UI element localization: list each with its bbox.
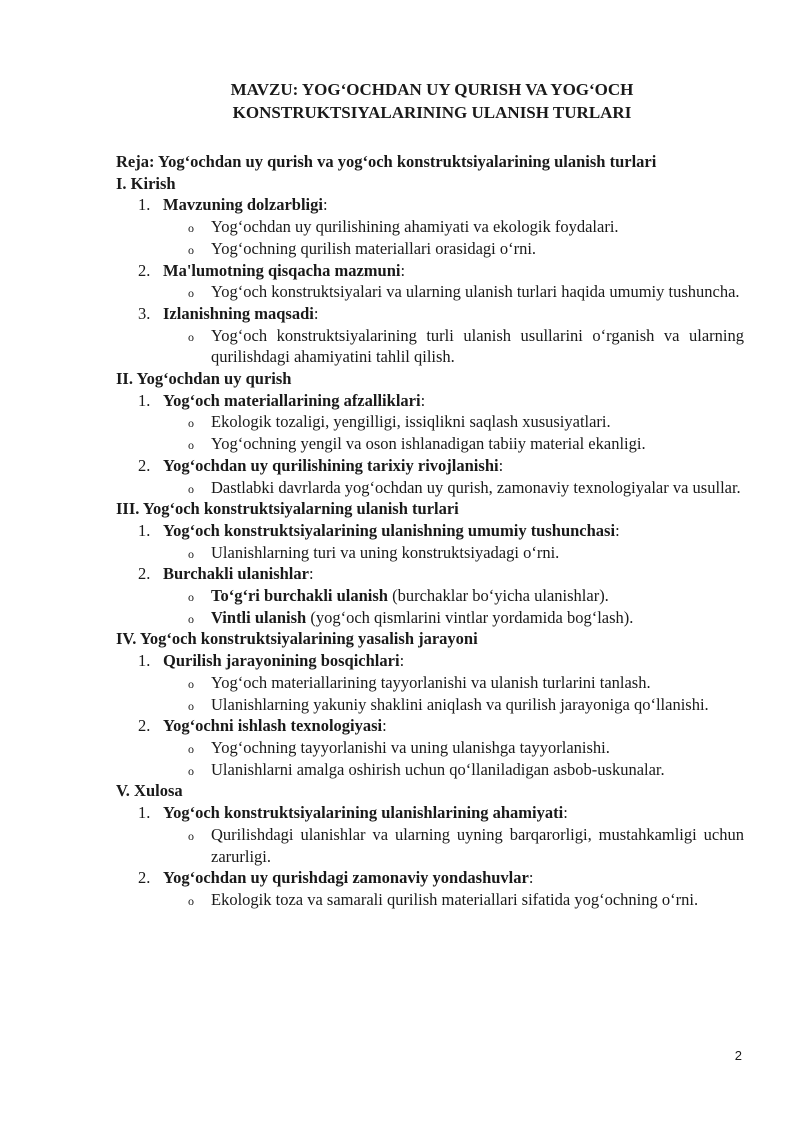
bullet-marker: o (188, 828, 194, 843)
item-number: 3. (138, 303, 151, 323)
item-number: 2. (138, 455, 151, 475)
bullet-text: Ekologik tozaligi, yengilligi, issiqlikni saqlash xususiyatlari. (211, 412, 611, 432)
section-items (116, 520, 744, 629)
item-title: Yog‘och materiallarining afzalliklari (163, 390, 421, 410)
item-title-line (116, 194, 744, 216)
bullet-text: Ulanishlarning turi va uning konstruktsiyadagi o‘rni. (211, 542, 560, 562)
bullet-text: Qurilishdagi ulanishlar va ularning uyning barqarorligi, mustahkamligi uchun zarurligi. (211, 824, 744, 866)
item-title-line (116, 715, 744, 737)
bullet-marker: o (188, 481, 194, 496)
item-number: 2. (138, 868, 151, 888)
bullet-bold-term: Vintli ulanish (211, 607, 307, 627)
item-number: 2. (138, 260, 151, 280)
outline-item (116, 563, 744, 628)
bullet-marker: o (188, 242, 194, 257)
item-number: 2. (138, 716, 151, 736)
item-title-line (116, 390, 744, 412)
bullet-marker: o (188, 590, 194, 605)
bullet-item (116, 585, 744, 607)
section-items (116, 650, 744, 780)
bullet-text: Ulanishlarning yakuniy shaklini aniqlash va qurilish jarayoniga qo‘llanishi. (211, 694, 709, 714)
bullet-list (116, 477, 744, 499)
title-line-1: MAVZU: YOG‘OCHDAN UY QURISH VA YOG‘OCH (230, 80, 634, 99)
section-heading: I. Kirish (116, 173, 176, 193)
bullet-item (116, 694, 744, 716)
bullet-marker: o (188, 221, 194, 236)
plan-text: Yog‘ochdan uy qurish va yog‘och konstruktsiyalarining ulanish turlari (154, 152, 657, 171)
bullet-item (116, 607, 744, 629)
bullet-list (116, 325, 744, 368)
outline-item (116, 194, 744, 259)
bullet-item (116, 216, 744, 238)
section-items (116, 390, 744, 499)
title-line-2: KONSTRUKTSIYALARINING ULANISH TURLARI (232, 103, 632, 122)
section-heading: IV. Yog‘och konstruktsiyalarining yasalish jarayoni (116, 629, 478, 649)
outline-item (116, 303, 744, 368)
item-colon: : (563, 803, 568, 823)
item-title: Yog‘ochni ishlash texnologiyasi (163, 716, 383, 736)
item-title: Mavzuning dolzarbligi (163, 195, 323, 215)
bullet-marker: o (188, 741, 194, 756)
item-title-line (116, 802, 744, 824)
bullet-text: (yog‘och qismlarini vintlar yordamida bog‘lash). (306, 607, 634, 627)
bullet-marker: o (188, 329, 194, 344)
item-title: Ma'lumotning qisqacha mazmuni (163, 260, 401, 280)
bullet-list (116, 585, 744, 628)
bullet-text: Dastlabki davrlarda yog‘ochdan uy qurish, zamonaviy texnologiyalar va usullar. (211, 477, 741, 497)
item-title-line (116, 303, 744, 325)
bullet-item (116, 542, 744, 564)
bullet-item (116, 824, 744, 867)
document-title (120, 78, 744, 124)
bullet-item (116, 477, 744, 499)
bullet-marker: o (188, 611, 194, 626)
section-heading: V. Xulosa (116, 781, 183, 801)
outline-item (116, 520, 744, 563)
bullet-list (116, 216, 744, 259)
section-heading: III. Yog‘och konstruktsiyalarning ulanish turlari (116, 499, 459, 519)
bullet-item (116, 759, 744, 781)
bullet-item (116, 433, 744, 455)
item-title: Yog‘ochdan uy qurilishining tarixiy rivojlanishi (163, 455, 499, 475)
item-title: Burchakli ulanishlar (163, 564, 309, 584)
item-colon: : (420, 390, 426, 410)
section-heading: II. Yog‘ochdan uy qurish (116, 369, 292, 389)
item-colon: : (615, 520, 620, 540)
outline-item (116, 390, 744, 455)
bullet-marker: o (188, 546, 194, 561)
item-title: Yog‘och konstruktsiyalarining ulanishning umumiy tushunchasi (163, 520, 616, 540)
item-colon: : (498, 455, 504, 475)
item-title-line (116, 260, 744, 282)
bullet-item (116, 325, 744, 368)
bullet-marker: o (188, 416, 194, 431)
bullet-text: Yog‘ochning tayyorlanishi va uning ulanishga tayyorlanishi. (211, 737, 610, 757)
bullet-list (116, 542, 744, 564)
section-items (116, 802, 744, 911)
bullet-text: Yog‘ochdan uy qurilishining ahamiyati va ekologik foydalari. (211, 217, 619, 237)
plan-label: Reja: (116, 152, 155, 171)
plan-content (116, 151, 744, 911)
bullet-text: Yog‘ochning yengil va oson ishlanadigan tabiiy material ekanligi. (211, 434, 646, 454)
bullet-marker: o (188, 698, 194, 713)
item-number: 2. (138, 564, 151, 584)
item-number: 1. (138, 195, 151, 215)
bullet-text: (burchaklar bo‘yicha ulanishlar). (387, 586, 609, 606)
item-title-line (116, 455, 744, 477)
outline-item (116, 455, 744, 498)
bullet-bold-term: To‘g‘ri burchakli ulanish (211, 586, 388, 606)
item-title-line (116, 563, 744, 585)
bullet-marker: o (188, 893, 194, 908)
outline-item (116, 260, 744, 303)
bullet-text: Yog‘och konstruktsiyalarining turli ulanish usullarini o‘rganish va ularning qurilishdagi ahamiyatini tahlil qilish. (211, 325, 744, 367)
item-colon: : (528, 868, 534, 888)
bullet-item (116, 672, 744, 694)
section-items (116, 194, 744, 368)
bullet-marker: o (188, 286, 194, 301)
bullet-marker: o (188, 763, 194, 778)
item-number: 1. (138, 651, 151, 671)
bullet-marker: o (188, 438, 194, 453)
bullet-text: Yog‘och konstruktsiyalari va ularning ulanish turlari haqida umumiy tushuncha. (211, 282, 740, 302)
bullet-list (116, 411, 744, 454)
bullet-item (116, 411, 744, 433)
outline-item (116, 715, 744, 780)
item-title-line (116, 867, 744, 889)
bullet-text: Ulanishlarni amalga oshirish uchun qo‘llaniladigan asbob-uskunalar. (211, 759, 665, 779)
bullet-list (116, 889, 744, 911)
outline-item (116, 650, 744, 715)
item-title-line (116, 650, 744, 672)
bullet-list (116, 672, 744, 715)
plan-line (116, 151, 744, 173)
item-title: Yog‘ochdan uy qurishdagi zamonaviy yondashuvlar (163, 868, 529, 888)
bullet-list (116, 281, 744, 303)
bullet-item (116, 238, 744, 260)
bullet-list (116, 824, 744, 867)
item-title: Qurilish jarayonining bosqichlari (163, 651, 400, 671)
item-colon: : (308, 564, 314, 584)
item-number: 1. (138, 803, 151, 823)
item-number: 1. (138, 390, 151, 410)
bullet-text: Yog‘ochning qurilish materiallari orasidagi o‘rni. (211, 238, 537, 258)
item-title: Izlanishning maqsadi (163, 303, 314, 323)
bullet-list (116, 737, 744, 780)
page-number: 2 (734, 1048, 742, 1063)
item-colon: : (400, 260, 406, 280)
item-number: 1. (138, 520, 151, 540)
item-title-line (116, 520, 744, 542)
bullet-item (116, 737, 744, 759)
item-colon: : (382, 716, 387, 736)
bullet-item (116, 281, 744, 303)
item-colon: : (313, 303, 319, 323)
outline-item (116, 867, 744, 910)
bullet-marker: o (188, 676, 194, 691)
bullet-text: Ekologik toza va samarali qurilish materiallari sifatida yog‘ochning o‘rni. (211, 889, 699, 909)
outline-item (116, 802, 744, 867)
bullet-item (116, 889, 744, 911)
item-title: Yog‘och konstruktsiyalarining ulanishlarining ahamiyati (163, 803, 564, 823)
item-colon: : (399, 651, 405, 671)
item-colon: : (322, 195, 328, 215)
bullet-text: Yog‘och materiallarining tayyorlanishi va ulanish turlarini tanlash. (211, 672, 651, 692)
